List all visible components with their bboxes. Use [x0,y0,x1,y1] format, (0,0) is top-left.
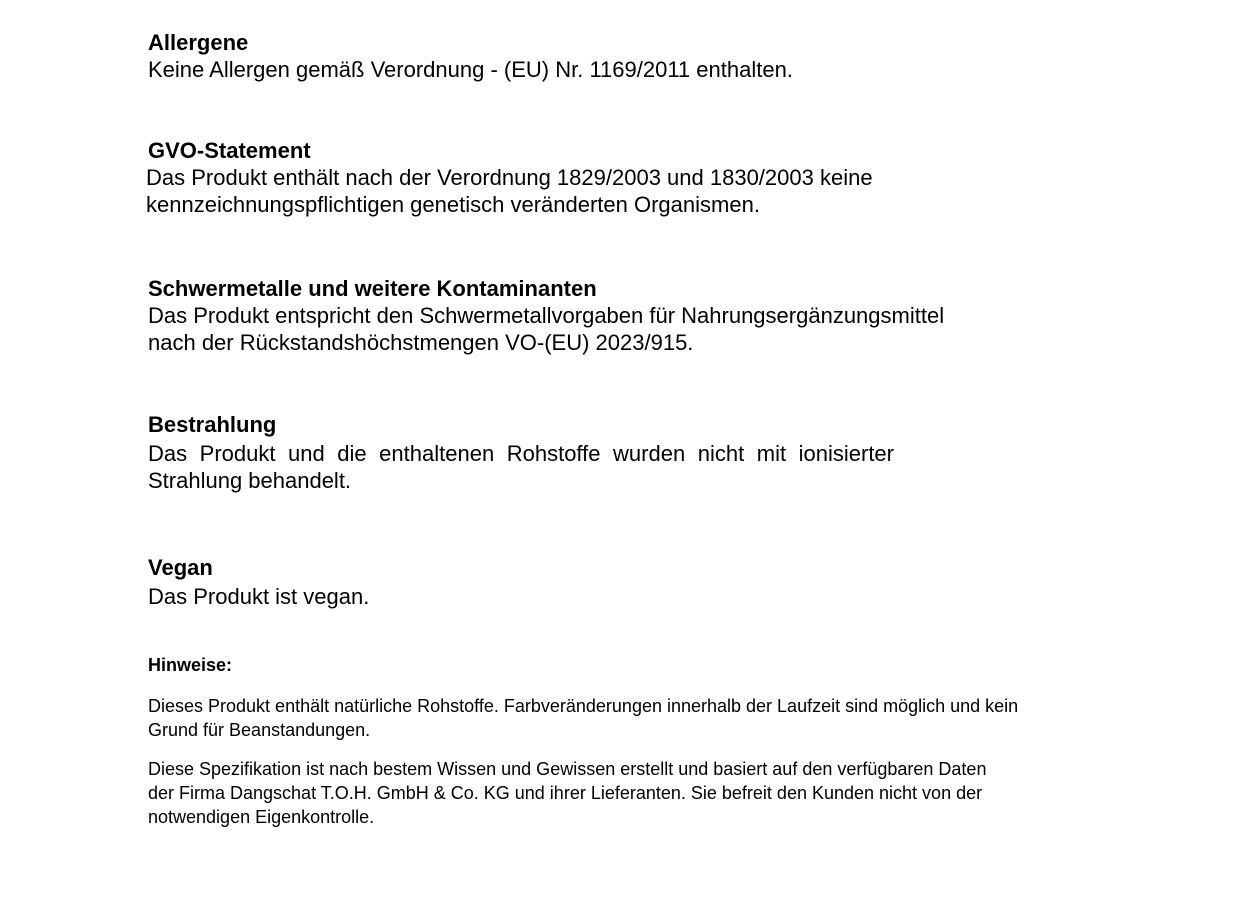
section-allergens [148,30,793,83]
section-text-allergens: Keine Allergen gemäß Verordnung - (EU) Nr. 1169/2011 enthalten. [148,57,793,82]
section-text-gmo-line-2: kennzeichnungspflichtigen genetisch veränderten Organismen. [146,192,760,217]
section-heading-heavy-metals: Schwermetalle und weitere Kontaminanten [148,276,597,301]
section-text-irradiation-line-1: Das Produkt und die enthaltenen Rohstoffe wurden nicht mit ionisierter [148,441,894,466]
notes-paragraph-1 [148,694,1018,742]
section-irradiation [148,412,894,494]
notes-paragraph-2-line-1: Diese Spezifikation ist nach bestem Wissen und Gewissen erstellt und basiert auf den verfügbaren Daten [148,759,987,779]
notes-paragraph-1-line-1: Dieses Produkt enthält natürliche Rohstoffe. Farbveränderungen innerhalb der Laufzeit sind möglich und kein [148,696,1019,716]
section-heading-allergens: Allergene [148,30,249,55]
section-gmo [146,138,873,218]
section-text-heavy-metals-line-2: nach der Rückstandshöchstmengen VO-(EU) 2023/915. [148,330,694,355]
section-text-gmo-line-1: Das Produkt enthält nach der Verordnung 1829/2003 und 1830/2003 keine [146,165,873,190]
notes-paragraph-2-line-2: der Firma Dangschat T.O.H. GmbH & Co. KG und ihrer Lieferanten. Sie befreit den Kunden nicht von der [148,783,983,803]
section-vegan [148,555,369,610]
section-heading-irradiation: Bestrahlung [148,412,277,437]
section-text-heavy-metals-line-1: Das Produkt entspricht den Schwermetallvorgaben für Nahrungsergänzungsmittel [148,303,945,328]
notes-paragraph-2-line-3: notwendigen Eigenkontrolle. [148,807,375,827]
section-text-irradiation-line-2: Strahlung behandelt. [148,468,352,493]
notes-section [148,654,1018,829]
section-heavy-metals [148,276,944,356]
notes-paragraph-1-line-2: Grund für Beanstandungen. [148,720,371,740]
notes-heading: Hinweise: [148,655,233,675]
section-heading-gmo: GVO-Statement [148,138,311,163]
section-heading-vegan: Vegan [148,555,213,580]
section-text-vegan: Das Produkt ist vegan. [148,584,370,609]
notes-paragraph-2 [148,757,1018,829]
